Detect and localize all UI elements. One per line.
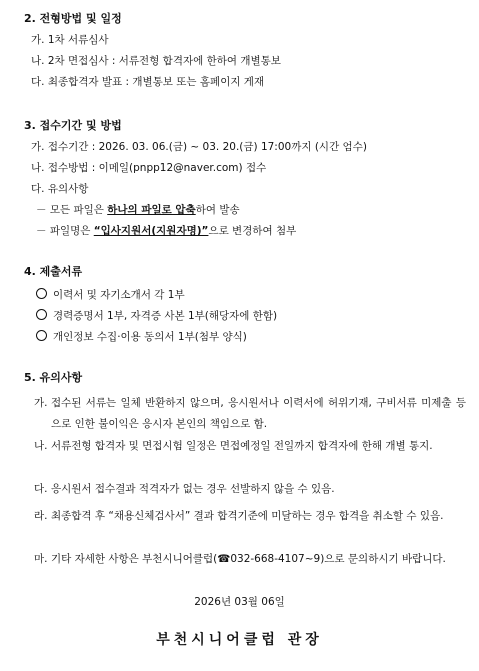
bullet-2-emphasis: “입사지원서(지원자명)” (93, 225, 209, 237)
note-item (34, 393, 466, 435)
document-item-label: 이력서 및 자기소개서 각 1부 (53, 289, 185, 301)
bullet-2-suffix: 으로 변경하여 첨부 (208, 225, 297, 237)
note-text: 서류전형 합격자 및 면접시험 일정은 면접예정일 전일까지 합격자에 한해 개별 통지. (51, 440, 433, 452)
note-item (34, 506, 466, 527)
notice-date: 2026년 03월 06일 (194, 596, 285, 608)
application-period: 가. 접수기간 : 2026. 03. 06.(금) ~ 03. 20.(금) 17:00까지 (시간 엄수) (31, 141, 367, 153)
note-text: 응시원서 접수결과 적격자가 없는 경우 선발하지 않을 수 있음. (51, 483, 335, 495)
note-text: 기타 자세한 사항은 부천시니어클럽(☎032-668-4107~9)으로 문의하시기 바랍니다. (51, 553, 446, 565)
bullet-1-suffix: 하여 발송 (195, 204, 240, 216)
circle-bullet-icon (36, 330, 47, 341)
document-item-2 (36, 309, 277, 322)
section-2-item-1: 가. 1차 서류심사 (31, 34, 109, 46)
document-item-label: 개인정보 수집·이용 동의서 1부(첨부 양식) (53, 331, 247, 343)
bullet-2-prefix: － 파일명은 (36, 225, 94, 237)
circle-bullet-icon (36, 288, 47, 299)
note-tag: 라. (34, 510, 48, 522)
section-5-heading: 5. 유의사항 (24, 371, 83, 384)
note-item (34, 549, 466, 570)
caution-label: 다. 유의사항 (31, 183, 89, 195)
bullet-1-emphasis: 하나의 파일로 압축 (107, 204, 196, 216)
note-text: 최종합격 후 “채용신체검사서” 결과 합격기준에 미달하는 경우 합격을 취소할 수 있음. (51, 510, 444, 522)
section-2-heading: 2. 전형방법 및 일정 (24, 12, 122, 25)
signature: 부천시니어클럽 관장 (156, 632, 323, 648)
caution-bullet-1 (36, 205, 240, 216)
section-3-heading: 3. 접수기간 및 방법 (24, 119, 122, 132)
application-method: 나. 접수방법 : 이메일(pnpp12@naver.com) 접수 (31, 162, 267, 174)
section-2-item-2: 나. 2차 면접심사 : 서류전형 합격자에 한하여 개별통보 (31, 55, 281, 67)
note-tag: 마. (34, 553, 48, 565)
note-tag: 다. (34, 483, 48, 495)
note-tag: 나. (34, 440, 48, 452)
section-2-item-3: 다. 최종합격자 발표 : 개별통보 또는 홈페이지 게재 (31, 76, 265, 88)
caution-bullet-2 (36, 226, 296, 237)
note-text: 접수된 서류는 일체 반환하지 않으며, 응시원서나 이력서에 허위기재, 구비서류 미제출 등으로 인한 불이익은 응시자 본인의 책임으로 함. (51, 397, 466, 430)
bullet-1-prefix: － 모든 파일은 (36, 204, 108, 216)
note-item (34, 479, 466, 500)
note-item (34, 436, 466, 457)
document-item-3 (36, 330, 247, 343)
document-item-label: 경력증명서 1부, 자격증 사본 1부(해당자에 한함) (53, 310, 278, 322)
note-tag: 가. (34, 397, 48, 409)
document-item-1 (36, 288, 185, 301)
circle-bullet-icon (36, 309, 47, 320)
section-4-heading: 4. 제출서류 (24, 265, 83, 278)
